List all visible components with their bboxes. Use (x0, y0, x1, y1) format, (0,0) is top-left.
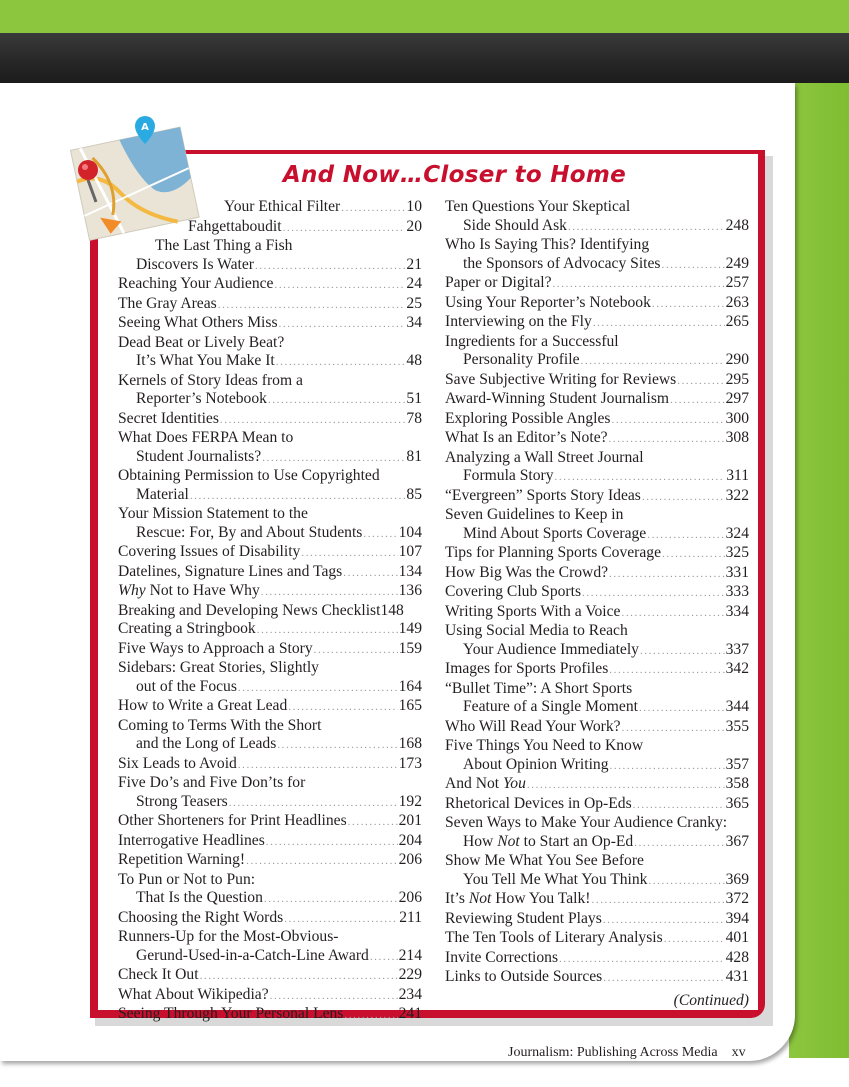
leader-dots (274, 276, 405, 295)
toc-entry-title: out of the Focus (136, 677, 237, 695)
toc-entry (118, 467, 422, 505)
toc-entry-title: What About Wikipedia? (118, 985, 269, 1003)
toc-entry (445, 236, 749, 274)
toc-entry (118, 334, 422, 372)
leader-dots (370, 948, 398, 967)
toc-entry (118, 620, 422, 640)
page-number: xv (731, 1045, 746, 1060)
toc-entry-page: 342 (725, 660, 749, 677)
toc-entry (118, 295, 422, 315)
toc-entry (445, 737, 749, 775)
toc-entry (445, 198, 749, 236)
toc-entry-title: Links to Outside Sources (445, 968, 603, 985)
leader-dots (284, 910, 398, 929)
leader-dots (609, 565, 725, 584)
leader-dots (262, 449, 405, 468)
toc-entry-page: 51 (406, 390, 422, 407)
toc-entry-page: 248 (725, 216, 749, 234)
toc-entry-title: And Not You (445, 775, 526, 792)
leader-dots (314, 641, 398, 660)
leader-dots (277, 736, 397, 755)
leader-dots (662, 256, 725, 275)
toc-entry (118, 812, 422, 832)
leader-dots (639, 699, 725, 718)
toc-entry-page: 25 (406, 294, 422, 312)
leader-dots (276, 353, 406, 372)
toc-entry (445, 949, 749, 969)
leader-dots (603, 911, 725, 930)
leader-dots (581, 352, 725, 371)
leader-dots (246, 852, 398, 871)
toc-entry-title: Covering Club Sports (445, 583, 582, 600)
toc-entry-title: “Bullet Time”: A Short Sports (445, 679, 633, 697)
toc-entry-title: Discovers Is Water (136, 255, 254, 273)
toc-entry-title: Ten Questions Your Skeptical (445, 198, 631, 215)
toc-entry-title: Interrogative Headlines (118, 831, 265, 849)
toc-entry-title: Award-Winning Student Journalism (445, 390, 670, 407)
toc-entry-title: Rescue: For, By and About Students (136, 523, 363, 541)
toc-entry-page: 369 (725, 870, 749, 888)
leader-dots (652, 295, 725, 314)
toc-entry-title: Save Subjective Writing for Reviews (445, 370, 677, 388)
toc-entry-page: 214 (398, 946, 422, 964)
leader-dots (634, 834, 724, 853)
leader-dots (568, 218, 725, 237)
toc-entry (445, 429, 749, 449)
toc-entry-title: the Sponsors of Advocacy Sites (463, 254, 661, 272)
toc-entry-title: Seeing Through Your Personal Lens (118, 1005, 344, 1022)
leader-dots (621, 604, 724, 623)
toc-entry-title: Repetition Warning! (118, 851, 246, 868)
leader-dots (582, 584, 725, 603)
toc-entry-title: It’s Not How You Talk! (445, 890, 591, 907)
toc-entry-title: Your Audience Immediately (463, 640, 639, 658)
toc-entry-page: 337 (725, 640, 749, 658)
leader-dots (218, 296, 406, 315)
toc-entry-title: Sidebars: Great Stories, Slightly (118, 659, 319, 676)
toc-entry-title: Who Is Saying This? Identifying (445, 236, 650, 253)
toc-entry-page: 149 (398, 620, 422, 637)
toc-entry-page: 159 (398, 639, 422, 657)
toc-entry-title: Personality Profile (463, 351, 580, 368)
book-title: Journalism: Publishing Across Media (508, 1045, 718, 1060)
toc-entry-title: Paper or Digital? (445, 274, 552, 291)
toc-entry-page: 365 (725, 794, 749, 812)
toc-entry (118, 582, 422, 602)
toc-entry-page: 104 (398, 523, 422, 541)
toc-entry (445, 775, 749, 795)
toc-entry-page: 211 (399, 908, 422, 926)
toc-entry-title: Coming to Terms With the Short (118, 716, 322, 734)
toc-entry-page: 85 (406, 485, 422, 503)
toc-entry-title: Seeing What Others Miss (118, 314, 278, 331)
leader-dots (279, 315, 406, 334)
toc-entry-page: 290 (725, 351, 749, 368)
toc-entry-page: 48 (406, 352, 422, 369)
toc-entry-page: 204 (398, 831, 422, 849)
toc-entry-title: Check It Out (118, 966, 199, 983)
toc-entry (118, 851, 422, 871)
toc-entry-title: Reviewing Student Plays (445, 909, 602, 927)
toc-entry-page: 372 (725, 890, 749, 907)
toc-entry (445, 506, 749, 544)
leader-dots (670, 391, 725, 410)
toc-entry (445, 449, 749, 487)
toc-entry-page: 229 (398, 966, 422, 983)
toc-entry-page: 10 (406, 198, 422, 215)
toc-entry-title: You Tell Me What You Think (463, 870, 648, 888)
toc-entry (118, 774, 422, 812)
leader-dots (220, 411, 406, 430)
toc-entry (445, 622, 749, 660)
toc-entry-title: Six Leads to Avoid (118, 754, 237, 772)
leader-dots (255, 257, 405, 276)
toc-entry (118, 755, 422, 775)
toc-entry-page: 78 (406, 409, 422, 427)
toc-entry-title: To Pun or Not to Pun: (118, 870, 256, 888)
toc-entry (445, 583, 749, 603)
toc-entry-title: Covering Issues of Disability (118, 543, 301, 560)
leader-dots (677, 372, 724, 391)
leader-dots (527, 776, 725, 795)
toc-entry (445, 390, 749, 410)
leader-dots (238, 756, 398, 775)
toc-entry-title: Writing Sports With a Voice (445, 602, 621, 620)
toc-entry (118, 986, 422, 1006)
toc-entry-title: Show Me What You See Before (445, 852, 644, 869)
toc-entry (118, 372, 422, 410)
toc-entry-title: Images for Sports Profiles (445, 660, 609, 677)
toc-entry-page: 344 (725, 698, 749, 715)
toc-entry (445, 910, 749, 930)
toc-entry-page: 168 (398, 735, 422, 752)
left-column (118, 198, 422, 1025)
toc-entry-page: 165 (398, 697, 422, 714)
toc-entry (445, 603, 749, 623)
toc-entry-page: 401 (725, 929, 749, 946)
toc-entry (118, 505, 422, 543)
toc-entry (445, 544, 749, 564)
side-green-band (789, 83, 849, 1058)
leader-dots (647, 526, 724, 545)
toc-entry-title: Seven Guidelines to Keep in (445, 506, 624, 523)
leader-dots (261, 583, 398, 602)
toc-entry-title: The Ten Tools of Literary Analysis (445, 929, 663, 946)
toc-entry-title: Who Will Read Your Work? (445, 717, 621, 735)
toc-entry-title: Material (136, 485, 189, 503)
toc-entry (445, 371, 749, 391)
toc-entry-page: 357 (725, 755, 749, 773)
toc-entry-page: 21 (406, 255, 422, 273)
toc-entry (445, 294, 749, 314)
toc-entry-title: Breaking and Developing News Checklist (118, 601, 381, 619)
toc-entry (118, 697, 422, 717)
toc-entry-page: 428 (725, 948, 749, 966)
toc-entry-page: 331 (725, 563, 749, 581)
leader-dots (288, 698, 397, 717)
toc-entry-title: Seven Ways to Make Your Audience Cranky: (445, 814, 728, 831)
toc-entry (118, 966, 422, 986)
top-dark-bar (0, 33, 849, 83)
toc-entry-title: Invite Corrections (445, 948, 559, 966)
leader-dots (344, 1006, 397, 1025)
toc-entry-title: Ingredients for a Successful (445, 332, 619, 350)
leader-dots (609, 430, 725, 449)
leader-dots (257, 621, 398, 640)
toc-entry (118, 314, 422, 334)
toc-entry-page: 324 (725, 524, 749, 542)
toc-entry-title: Interviewing on the Fly (445, 313, 592, 330)
toc-entry (445, 680, 749, 718)
toc-entry (445, 814, 749, 852)
leader-dots (593, 314, 725, 333)
leader-dots (270, 987, 398, 1006)
toc-entry (445, 313, 749, 333)
leader-dots (553, 275, 725, 294)
leader-dots (341, 199, 405, 218)
toc-entry (118, 602, 422, 621)
toc-entry-title: Fahgettaboudit (188, 217, 282, 235)
toc-entry-title: What Does FERPA Mean to (118, 429, 294, 446)
leader-dots (190, 487, 406, 506)
leader-dots (609, 661, 724, 680)
toc-entry (118, 429, 422, 467)
toc-entry (445, 487, 749, 507)
leader-dots (264, 890, 398, 909)
toc-entry-page: 295 (725, 370, 749, 388)
toc-entry-title: Choosing the Right Words (118, 908, 284, 926)
toc-entry-title: “Evergreen” Sports Story Ideas (445, 486, 641, 504)
toc-entry (445, 274, 749, 294)
toc-entry-title: Using Your Reporter’s Notebook (445, 293, 651, 311)
toc-entry (118, 717, 422, 755)
toc-entry-page: 192 (398, 792, 422, 810)
toc-entry-page: 431 (725, 968, 749, 985)
page-title: And Now…Closer to Home (282, 162, 627, 188)
toc-entry-page: 249 (725, 254, 749, 272)
toc-entry-title: Your Ethical Filter (224, 198, 341, 215)
toc-entry-title: Obtaining Permission to Use Copyrighted (118, 467, 380, 484)
toc-entry-title: Datelines, Signature Lines and Tags (118, 562, 343, 580)
toc-entry-page: 34 (406, 314, 422, 331)
leader-dots (664, 930, 725, 949)
toc-entry-page: 81 (406, 447, 422, 465)
toc-entry (118, 543, 422, 563)
toc-entry-title: About Opinion Writing (463, 755, 609, 773)
toc-entry-page: 367 (725, 832, 749, 850)
toc-entry-title: The Gray Areas (118, 294, 217, 312)
toc-entry-page: 24 (406, 275, 422, 292)
toc-entry-title: How to Write a Great Lead (118, 697, 288, 714)
toc-entry-page: 20 (406, 217, 422, 235)
toc-entry-title: Gerund-Used-in-a-Catch-Line Award (136, 946, 369, 964)
toc-entry (445, 660, 749, 680)
toc-entry-page: 297 (725, 390, 749, 407)
toc-entry-page: 394 (725, 909, 749, 927)
toc-entry (118, 640, 422, 660)
toc-entry-page: 164 (398, 677, 422, 695)
toc-entry-title: Mind About Sports Coverage (463, 524, 647, 542)
toc-entry-page: 263 (725, 293, 749, 311)
leader-dots (268, 391, 405, 410)
toc-entry (118, 237, 422, 275)
toc-entry-title: Five Do’s and Five Don’ts for (118, 774, 306, 791)
toc-entry (445, 718, 749, 738)
page-footer (508, 1045, 746, 1061)
toc-entry (445, 564, 749, 584)
leader-dots (343, 564, 397, 583)
leader-dots (662, 545, 725, 564)
leader-dots (301, 544, 397, 563)
toc-entry (445, 929, 749, 949)
leader-dots (633, 796, 725, 815)
map-marker-label: A (141, 122, 149, 133)
toc-entry-page: 107 (398, 543, 422, 560)
toc-entry-title: Feature of a Single Moment (463, 698, 638, 715)
toc-entry-page: 333 (725, 583, 749, 600)
toc-entry-title: The Last Thing a Fish (155, 237, 293, 254)
leader-dots (611, 411, 724, 430)
toc-entry (118, 1005, 422, 1025)
toc-entry-page: 355 (725, 717, 749, 735)
toc-entry-page: 300 (725, 409, 749, 427)
toc-entry-page: 136 (398, 582, 422, 599)
leader-dots (592, 891, 725, 910)
toc-entry-page: 134 (398, 562, 422, 580)
toc-entry (445, 333, 749, 371)
toc-entry-title: How Not to Start an Op-Ed (463, 832, 634, 850)
toc-entry-title: Using Social Media to Reach (445, 622, 628, 639)
right-column (445, 198, 749, 1010)
toc-entry-title: Kernels of Story Ideas from a (118, 371, 303, 389)
toc-entry-title: Strong Teasers (136, 792, 228, 810)
toc-entry (118, 871, 422, 909)
top-green-band (0, 0, 849, 33)
leader-dots (283, 219, 406, 238)
toc-entry-title: What Is an Editor’s Note? (445, 429, 608, 446)
toc-entry (445, 890, 749, 910)
toc-entry-title: Tips for Planning Sports Coverage (445, 544, 662, 561)
leader-dots (238, 679, 398, 698)
toc-entry (445, 410, 749, 430)
toc-entry (118, 198, 422, 218)
toc-entry (445, 968, 749, 988)
continued-label: (Continued) (673, 991, 749, 1009)
toc-entry (118, 410, 422, 430)
leader-dots (559, 950, 725, 969)
toc-entry-page: 322 (725, 486, 749, 504)
toc-entry-title: and the Long of Leads (136, 735, 277, 752)
toc-entry-title: Other Shorteners for Print Headlines (118, 812, 347, 829)
leader-dots (640, 642, 725, 661)
leader-dots (266, 833, 398, 852)
toc-entry-title: That Is the Question (136, 889, 263, 906)
toc-entry (118, 218, 422, 238)
leader-dots (555, 468, 726, 487)
leader-dots (622, 719, 725, 738)
toc-entry (118, 909, 422, 929)
toc-entry-page: 358 (725, 775, 749, 792)
toc-entry-title: Creating a Stringbook (118, 620, 256, 637)
toc-entry-title: Five Ways to Approach a Story (118, 639, 313, 657)
leader-dots (348, 813, 398, 832)
toc-entry-title: Five Things You Need to Know (445, 737, 644, 754)
toc-entry-title: Why Not to Have Why (118, 582, 260, 599)
toc-entry-page: 325 (725, 544, 749, 561)
toc-entry-title: Runners-Up for the Most-Obvious- (118, 928, 339, 945)
toc-entry (445, 852, 749, 890)
toc-entry-title: Exploring Possible Angles (445, 409, 611, 427)
toc-entry-title: Student Journalists? (136, 447, 262, 465)
toc-entry-page: 334 (725, 602, 749, 620)
toc-entry-title: Formula Story (463, 467, 554, 484)
toc-entry-title: Secret Identities (118, 409, 219, 427)
toc-entry-page: 206 (398, 851, 422, 868)
toc-entry (118, 659, 422, 697)
toc-entry-title: Analyzing a Wall Street Journal (445, 448, 644, 466)
toc-entry-title: Reporter’s Notebook (136, 390, 267, 407)
toc-entry-title: Your Mission Statement to the (118, 505, 308, 522)
toc-entry-title: It’s What You Make It (136, 352, 275, 369)
leader-dots (229, 794, 398, 813)
toc-entry-page: 311 (726, 467, 749, 484)
toc-entry-page: 206 (398, 889, 422, 906)
leader-dots (603, 969, 724, 988)
leader-dots (642, 488, 725, 507)
toc-entry-title: Rhetorical Devices in Op-Eds (445, 794, 632, 812)
toc-entry (118, 928, 422, 966)
leader-dots (200, 967, 398, 986)
leader-dots (363, 525, 397, 544)
toc-entry (118, 832, 422, 852)
toc-entry-title: Dead Beat or Lively Beat? (118, 333, 285, 351)
leader-dots (648, 872, 724, 891)
toc-entry-page: 241 (398, 1005, 422, 1022)
toc-entry-page: 308 (725, 429, 749, 446)
toc-entry-page: 201 (398, 812, 422, 829)
toc-entry-page: 265 (725, 313, 749, 330)
toc-entry-page: 173 (398, 754, 422, 772)
toc-entry-title: Reaching Your Audience (118, 275, 274, 292)
toc-entry-page: 148 (380, 601, 404, 619)
toc-entry-title: Side Should Ask (463, 216, 567, 234)
toc-entry (118, 275, 422, 295)
toc-entry-page: 257 (725, 274, 749, 291)
toc-entry (118, 563, 422, 583)
toc-entry-page: 234 (398, 985, 422, 1003)
toc-entry-title: How Big Was the Crowd? (445, 563, 609, 581)
toc-entry (445, 795, 749, 815)
leader-dots (610, 757, 725, 776)
